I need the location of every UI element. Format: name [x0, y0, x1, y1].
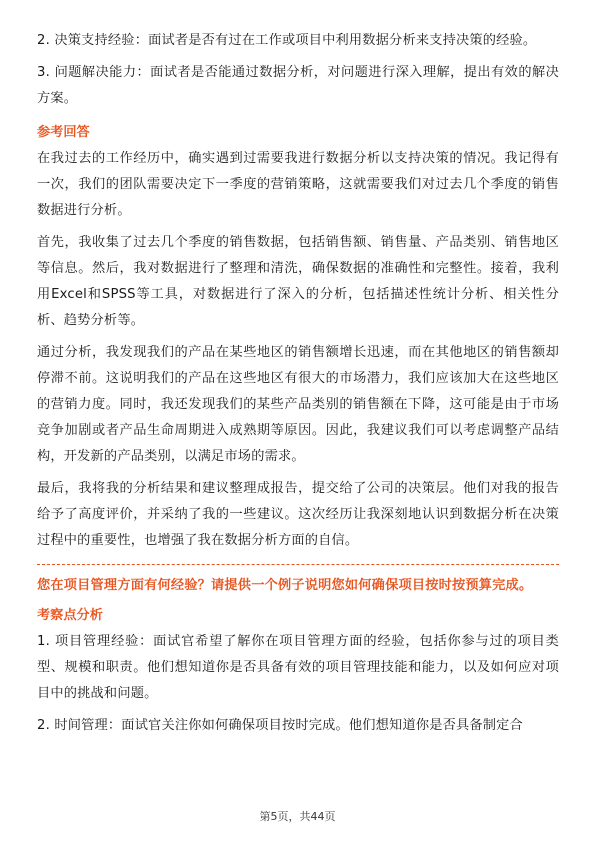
answer-paragraph: 首先，我收集了过去几个季度的销售数据，包括销售额、销售量、产品类别、销售地区等信息。然后，我对数据进行了整理和清洗，确保数据的准确性和完整性。接着，我利用Excel和SPSS等工具，对数据进行了深入的分析，包括描述性统计分析、相关性分析、趋势分析等。: [37, 235, 559, 328]
document-page: [37, 28, 559, 739]
answer-heading: 参考回答: [37, 125, 90, 140]
decision-support-point: 2. 决策支持经验：面试者是否有过在工作或项目中利用数据分析来支持决策的经验。: [37, 33, 537, 48]
time-management-point: 2. 时间管理：面试官关注你如何确保项目按时完成。他们想知道你是否具备制定合: [37, 718, 523, 733]
problem-solving-point: 3. 问题解决能力：面试者是否能通过数据分析，对问题进行深入理解，提出有效的解决方案。: [37, 65, 559, 106]
answer-paragraph: 通过分析，我发现我们的产品在某些地区的销售额增长迅速，而在其他地区的销售额却停滞不前。这说明我们的产品在这些地区有很大的市场潜力，我们应该加大在这些地区的营销力度。同时，我还发现我们的某些产品类别的销售额在下降，这可能是由于市场竞争加剧或者产品生命周期进入成熟期等原因。因此，我建议我们可以考虑调整产品结构，开发新的产品类别，以满足市场的需求。: [37, 345, 559, 464]
analysis-heading: 考察点分析: [37, 608, 103, 623]
question-heading: 您在项目管理方面有何经验？请提供一个例子说明您如何确保项目按时按预算完成。: [37, 578, 533, 593]
section-divider: [37, 564, 559, 565]
project-management-point: 1. 项目管理经验：面试官希望了解你在项目管理方面的经验，包括你参与过的项目类型、规模和职责。他们想知道你是否具备有效的项目管理技能和能力，以及如何应对项目中的挑战和问题。: [37, 634, 559, 701]
page-number: 第5页，共44页: [259, 810, 336, 823]
answer-paragraph: 在我过去的工作经历中，确实遇到过需要我进行数据分析以支持决策的情况。我记得有一次，我们的团队需要决定下一季度的营销策略，这就需要我们对过去几个季度的销售数据进行分析。: [37, 151, 559, 218]
answer-paragraph: 最后，我将我的分析结果和建议整理成报告，提交给了公司的决策层。他们对我的报告给予了高度评价，并采纳了我的一些建议。这次经历让我深刻地认识到数据分析在决策过程中的重要性，也增强了我在数据分析方面的自信。: [37, 481, 559, 548]
